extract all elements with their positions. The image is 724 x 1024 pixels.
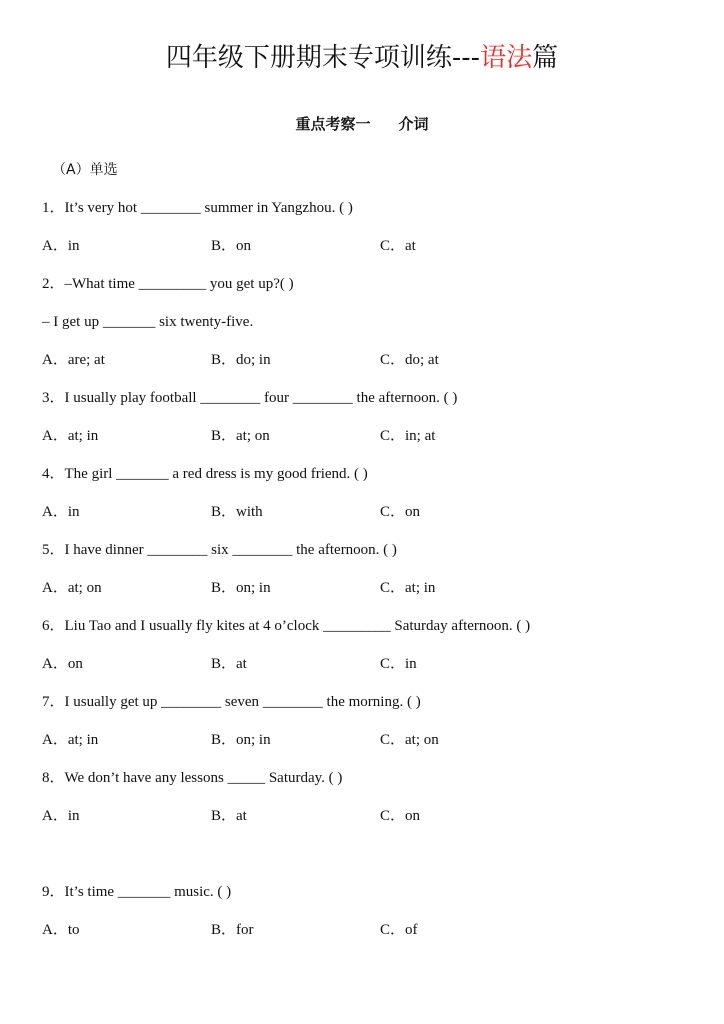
option-c: C．on [380, 504, 421, 520]
question-stem: 7．I usually get up ________ seven ________ the morning. ( ) [42, 694, 421, 710]
option-b: B．on; in [211, 580, 271, 596]
option-c: C．in; at [380, 428, 436, 444]
heading-focus: 重点考察一 [295, 115, 371, 133]
option-a: A．in [42, 504, 80, 520]
option-b: B．on; in [211, 732, 271, 748]
option-b: B．on [211, 238, 252, 254]
question-stem-continued: – I get up _______ six twenty-five. [42, 314, 254, 330]
option-a: A．in [42, 238, 80, 254]
option-c: C．at; in [380, 580, 436, 596]
option-a: A．in [42, 808, 80, 824]
option-c: C．in [380, 656, 417, 672]
heading-topic: 介词 [398, 115, 429, 133]
question-stem: 4．The girl _______ a red dress is my good friend. ( ) [42, 466, 368, 482]
option-b: B．at [211, 808, 247, 824]
option-b: B．at [211, 656, 247, 672]
option-c: C．at; on [380, 732, 439, 748]
title-accent: 语法 [480, 43, 533, 73]
section-heading [0, 112, 724, 136]
option-a: A．at; on [42, 580, 102, 596]
option-a: A．to [42, 922, 80, 938]
section-label: （A）单选 [52, 162, 118, 178]
page-title [0, 38, 724, 78]
option-b: B．do; in [211, 352, 271, 368]
title-end: 篇 [532, 43, 559, 73]
option-c: C．do; at [380, 352, 439, 368]
question-stem: 3．I usually play football ________ four ________ the afternoon. ( ) [42, 390, 458, 406]
question-stem: 5．I have dinner ________ six ________ the afternoon. ( ) [42, 542, 397, 558]
question-stem: 8．We don’t have any lessons _____ Saturday. ( ) [42, 770, 343, 786]
option-b: B．for [211, 922, 254, 938]
option-c: C．on [380, 808, 421, 824]
question-stem: 1．It’s very hot ________ summer in Yangzhou. ( ) [42, 200, 353, 216]
question-stem: 2．–What time _________ you get up?( ) [42, 276, 294, 292]
option-b: B．with [211, 504, 263, 520]
option-b: B．at; on [211, 428, 270, 444]
title-main: 四年级下册期末专项训练--- [165, 43, 481, 73]
option-a: A．at; in [42, 732, 99, 748]
option-c: C．at [380, 238, 416, 254]
option-a: A．are; at [42, 352, 105, 368]
option-a: A．on [42, 656, 83, 672]
option-c: C．of [380, 922, 418, 938]
question-stem: 9．It’s time _______ music. ( ) [42, 884, 232, 900]
question-stem: 6．Liu Tao and I usually fly kites at 4 o’clock _________ Saturday afternoon. ( ) [42, 618, 531, 634]
option-a: A．at; in [42, 428, 99, 444]
